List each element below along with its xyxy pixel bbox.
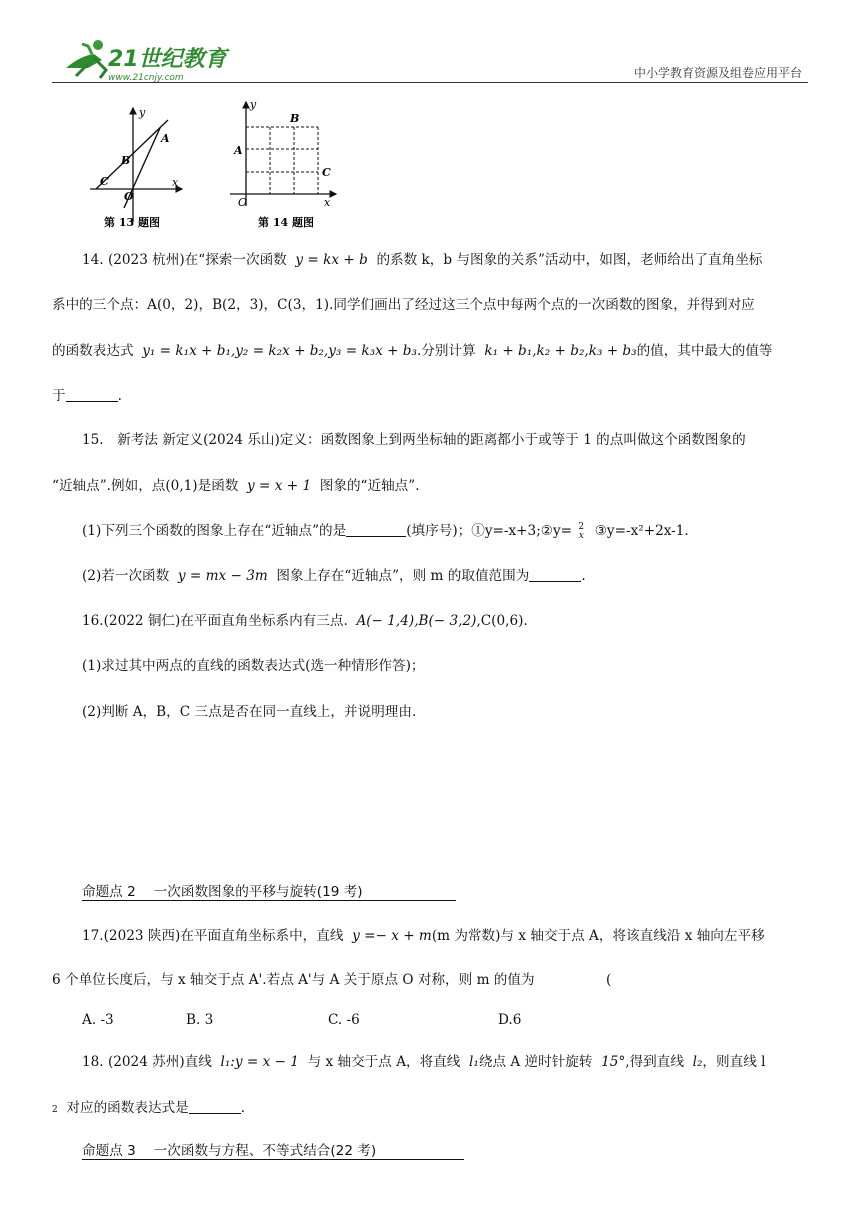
q14-line3-text-b: .分别计算 — [416, 343, 476, 359]
q15-part1-text-b: (填序号)；①y=-x+3;②y= — [406, 523, 573, 539]
q17-option-b[interactable]: B. 3 — [186, 1012, 214, 1028]
q15-part2-end: . — [581, 568, 586, 584]
q18-l2-ref: l₂ — [692, 1054, 703, 1070]
q14-line1-text-b: 的系数 k，b 与图象的关系”活动中，如图，老师给出了直角坐标 — [376, 252, 763, 268]
q14-expressions: y₁ = k₁x + b₁,y₂ = k₂x + b₂,y₃ = k₃x + b₃ — [142, 343, 417, 359]
q18-l1-ref: l₁ — [469, 1054, 479, 1070]
fig13-x-label: x — [172, 176, 179, 189]
fig13-caption: 第 13 题图 — [104, 216, 160, 229]
q14-line1-text-a: 14. (2023 杭州)在“探索一次函数 — [82, 252, 287, 268]
q17-line2 — [52, 970, 808, 990]
figure-14 — [230, 98, 336, 229]
fig14-dashed-grid — [246, 127, 318, 194]
q15-part1-blank[interactable] — [346, 522, 406, 537]
q14-line4-text: 于 — [52, 388, 66, 404]
fig13-y-label: y — [139, 106, 146, 119]
q18-angle: 15° — [601, 1054, 626, 1070]
q14-equation: y = kx + b — [295, 252, 368, 268]
q15-part1 — [82, 521, 838, 541]
q17-equation: y =− x + m — [352, 928, 432, 944]
fig13-point-c: C — [100, 175, 109, 188]
q16-part2: (2)判断 A，B，C 三点是否在同一直线上，并说明理由. — [82, 704, 417, 720]
fig13-point-b: B — [121, 154, 131, 167]
q15-part2-equation: y = mx − 3m — [177, 568, 268, 584]
page-header — [0, 0, 860, 90]
q14-line2: 系中的三个点：A(0，2)，B(2，3)，C(3，1).同学们画出了经过这三个点中每两个点的一次函数的图象，并得到对应 — [52, 297, 755, 313]
q18-line2-text: 对应的函数表达式是 — [66, 1100, 189, 1116]
q14-answer-blank[interactable] — [66, 387, 118, 402]
q15-fraction — [578, 523, 584, 541]
q15-part2-blank[interactable] — [529, 567, 581, 582]
q18-line1-text-d: ,得到直线 — [625, 1054, 684, 1070]
q15-equation: y = x + 1 — [247, 478, 312, 494]
q15-part2-text-a: (2)若一次函数 — [82, 568, 170, 584]
section-3-heading: 命题点 3 一次函数与方程、不等式结合(22 考) — [82, 1143, 377, 1159]
q16-line1-text-b: ,C(0,6). — [476, 613, 528, 629]
runner-icon — [66, 40, 106, 78]
q15-line1: 15. 新考法 新定义(2024 乐山)定义：函数图象上到两坐标轴的距离都小于或等于 1 的点叫做这个函数图象的 — [82, 432, 746, 448]
fig14-point-b: B — [290, 112, 300, 125]
q14-line1 — [82, 250, 838, 270]
q15-line2 — [52, 476, 808, 496]
q16-part1: (1)求过其中两点的直线的函数表达式(选一种情形作答)； — [82, 658, 425, 674]
q15-part2 — [82, 566, 838, 586]
fig13-point-a: A — [161, 132, 170, 145]
q18-line1-text-a: 18. (2024 苏州)直线 — [82, 1054, 212, 1070]
q16-line1-text-a: 16.(2022 铜仁)在平面直角坐标系内有三点. — [82, 613, 348, 629]
q17-answer-paren: ( — [606, 972, 612, 988]
logo-text: 21世纪教育 — [108, 47, 227, 72]
site-logo — [58, 38, 248, 84]
section-2-underline — [82, 900, 456, 901]
q16-points: A(− 1,4),B(− 3,2) — [356, 613, 477, 629]
q17-line1-text-b: (m 为常数)与 x 轴交于点 A，将该直线沿 x 轴向左平移 — [431, 928, 765, 944]
fig14-y-label: y — [250, 98, 257, 111]
q15-part2-text-b: 图象上存在“近轴点”，则 m 的取值范围为 — [276, 568, 530, 584]
q18-line1 — [82, 1052, 838, 1072]
q14-sums: k₁ + b₁,k₂ + b₂,k₃ + b₃ — [484, 343, 637, 359]
fig13-origin: O — [124, 190, 134, 203]
q18-answer-blank[interactable] — [189, 1099, 241, 1114]
q15-part1-text-a: (1)下列三个函数的图象上存在“近轴点”的是 — [82, 523, 347, 539]
q18-line1-text-b: 与 x 轴交于点 A，将直线 — [307, 1054, 461, 1070]
q17-line2-text: 6 个单位长度后，与 x 轴交于点 A'.若点 A'与 A 关于原点 O 对称，则 m 的值为 — [52, 972, 535, 988]
q15-frac-num: 2 — [578, 521, 585, 532]
fig14-point-a: A — [234, 144, 243, 157]
q18-line1-text-c: 绕点 A 逆时针旋转 — [478, 1054, 593, 1070]
q14-line4-end: . — [117, 388, 122, 404]
header-divider — [52, 82, 808, 83]
q17-line1-text-a: 17.(2023 陕西)在平面直角坐标系中，直线 — [82, 928, 344, 944]
q18-line1-text-e: ，则直线 l — [702, 1054, 766, 1070]
figure-13 — [90, 106, 182, 229]
q14-line3 — [52, 341, 808, 361]
q15-frac-den: x — [578, 530, 584, 541]
q18-subscript: 2 — [52, 1105, 58, 1115]
q14-line3-text-c: 的值，其中最大的值等 — [636, 343, 773, 359]
q15-line2-text-a: “近轴点”.例如，点(0,1)是函数 — [52, 478, 239, 494]
q18-line-l1: l₁:y = x − 1 — [220, 1054, 299, 1070]
figures-13-14 — [86, 96, 346, 234]
q15-line2-text-b: 图象的“近轴点”. — [319, 478, 420, 494]
header-right-text: 中小学教育资源及组卷应用平台 — [633, 66, 802, 80]
q17-line1 — [82, 926, 838, 946]
q17-option-a[interactable]: A. -3 — [82, 1012, 114, 1028]
fig14-caption: 第 14 题图 — [258, 216, 314, 229]
q17-option-c[interactable]: C. -6 — [328, 1012, 360, 1028]
q14-line4 — [52, 386, 808, 406]
q17-option-d[interactable]: D.6 — [498, 1012, 522, 1028]
fig14-x-label: x — [324, 196, 331, 209]
q16-line1 — [82, 611, 838, 631]
q18-line2-end: . — [240, 1100, 246, 1116]
section-3-underline — [82, 1159, 464, 1160]
fig14-point-c: C — [322, 166, 331, 179]
logo-subtext: www.21cnjy.com — [108, 73, 184, 83]
q14-line3-text-a: 的函数表达式 — [52, 343, 134, 359]
section-2-heading: 命题点 2 一次函数图象的平移与旋转(19 考) — [82, 884, 363, 900]
fig14-origin: O — [238, 196, 248, 209]
q18-line2 — [52, 1098, 808, 1120]
q15-part1-text-c: ③y=-x²+2x-1. — [594, 523, 689, 539]
